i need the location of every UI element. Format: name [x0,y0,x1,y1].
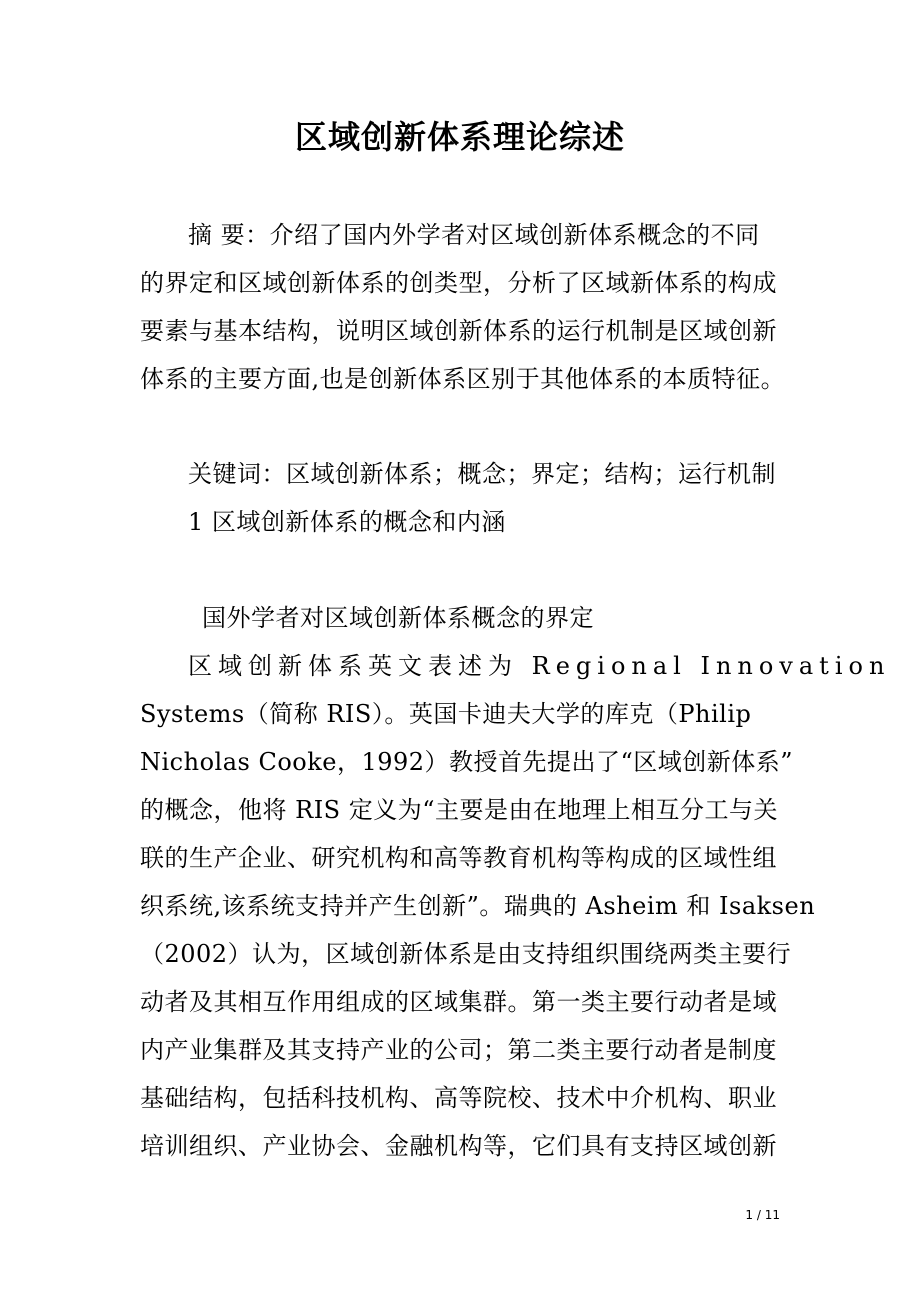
body-line: Nicholas Cooke，1992）教授首先提出了“区域创新体系” [140,748,794,776]
body-line: 联的生产企业、研究机构和高等教育机构等构成的区域性组 [140,844,777,872]
abstract-line: 摘 要：介绍了国内外学者对区域创新体系概念的不同 [188,221,760,249]
abstract-line: 的界定和区域创新体系的创类型，分析了区域新体系的构成 [140,269,777,297]
body-line: 动者及其相互作用组成的区域集群。第一类主要行动者是域 [140,988,777,1016]
body-paragraph [140,642,891,1170]
body-line: 内产业集群及其支持产业的公司；第二类主要行动者是制度 [140,1036,777,1064]
body-line: 的概念，他将 RIS 定义为“主要是由在地理上相互分工与关 [140,796,779,824]
document-title: 区域创新体系理论综述 [294,118,625,156]
abstract-paragraph [140,211,786,403]
section-heading: 1 区域创新体系的概念和内涵 [188,508,506,536]
abstract-line: 体系的主要方面,也是创新体系区别于其他体系的本质特征。 [140,365,786,393]
body-line: 织系统,该系统支持并产生创新”。瑞典的 Asheim 和 Isaksen [140,892,816,920]
page-number: 1 / 11 [745,1208,780,1222]
body-line: 区域创新体系英文表述为 Regional Innovation [188,652,891,680]
abstract-line: 要素与基本结构，说明区域创新体系的运行机制是区域创新 [140,317,777,345]
subsection-heading: 国外学者对区域创新体系概念的界定 [202,604,594,632]
body-line: 培训组织、产业协会、金融机构等，它们具有支持区域创新 [140,1132,777,1160]
body-line: 基础结构，包括科技机构、高等院校、技术中介机构、职业 [140,1084,777,1112]
keywords-line: 关键词：区域创新体系；概念；界定；结构；运行机制 [188,460,776,488]
body-line: （2002）认为，区域创新体系是由支持组织围绕两类主要行 [140,940,792,968]
body-line: Systems（简称 RIS）。英国卡迪夫大学的库克（Philip [140,700,752,728]
